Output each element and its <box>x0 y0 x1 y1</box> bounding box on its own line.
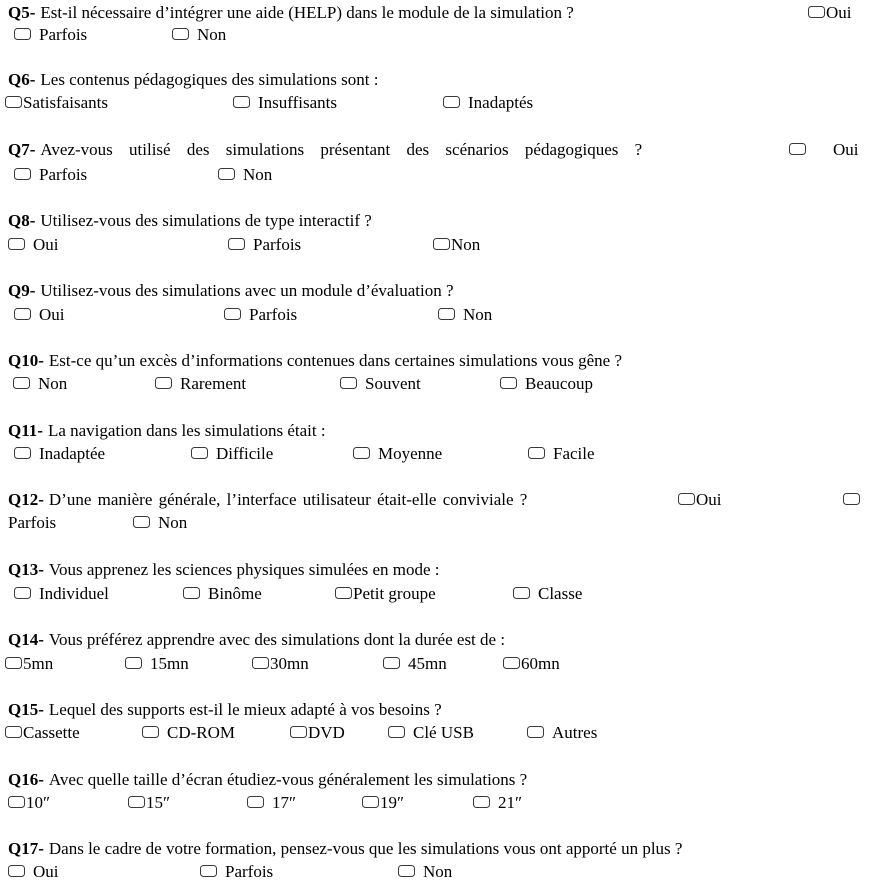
q5-option-parfois <box>14 25 87 45</box>
q6-satisfaisants-label: Satisfaisants <box>23 93 108 112</box>
q15-option-cassette <box>5 723 80 743</box>
q16-option-10 <box>8 793 50 813</box>
q13-classe-label: Classe <box>538 584 583 603</box>
q9-number: Q9- <box>8 281 36 300</box>
q16-15-checkbox[interactable] <box>128 796 145 808</box>
q14-60mn-label: 60mn <box>521 654 560 673</box>
q11-difficile-checkbox[interactable] <box>191 447 208 459</box>
q11-inadaptee-checkbox[interactable] <box>14 447 31 459</box>
q11-text: La navigation dans les simulations était : <box>47 421 326 440</box>
q16-option-17 <box>247 793 296 813</box>
q14-number: Q14- <box>8 630 44 649</box>
q14-option-5mn <box>5 654 53 674</box>
q16-17-checkbox[interactable] <box>247 796 264 808</box>
q10-rarement-label: Rarement <box>180 374 247 393</box>
q9-non-checkbox[interactable] <box>438 308 455 320</box>
q17-non-checkbox[interactable] <box>398 865 415 877</box>
q10-beaucoup-checkbox[interactable] <box>500 377 517 389</box>
q15-option-cle-usb <box>388 723 474 743</box>
q15-cle-usb-label: Clé USB <box>413 723 474 742</box>
q14-30mn-label: 30mn <box>270 654 309 673</box>
q15-text: Lequel des supports est-il le mieux adapté à vos besoins ? <box>48 700 442 719</box>
q5-option-non <box>172 25 226 45</box>
q17-options-row <box>0 862 870 884</box>
q13-option-individuel <box>14 584 109 604</box>
q11-facile-label: Facile <box>553 444 595 463</box>
q8-option-oui <box>8 235 59 255</box>
question-q13 <box>8 560 864 580</box>
q9-option-non <box>438 305 492 325</box>
q16-19-checkbox[interactable] <box>362 796 379 808</box>
q12-option-oui <box>678 490 722 510</box>
q16-options-row <box>0 793 870 815</box>
q10-non-checkbox[interactable] <box>13 377 30 389</box>
q7-option-non <box>218 165 272 185</box>
q12-parfois-label-wrap <box>8 513 56 533</box>
q12-option-non <box>133 513 187 533</box>
q12-oui-checkbox[interactable] <box>678 493 695 505</box>
q11-options-row <box>0 444 870 466</box>
q6-inadaptes-checkbox[interactable] <box>443 96 460 108</box>
q15-option-cdrom <box>142 723 235 743</box>
q15-cdrom-checkbox[interactable] <box>142 726 159 738</box>
q16-option-15 <box>128 793 170 813</box>
q12-oui-label: Oui <box>696 490 722 509</box>
q17-text: Dans le cadre de votre formation, pensez-vous que les simulations vous ont apporté un plus ? <box>48 839 683 858</box>
q14-option-30mn <box>252 654 309 674</box>
q7-option-parfois <box>14 165 87 185</box>
q15-number: Q15- <box>8 700 44 719</box>
q17-parfois-label: Parfois <box>225 862 274 881</box>
q5-non-checkbox[interactable] <box>172 28 189 40</box>
q9-option-parfois <box>224 305 297 325</box>
q11-moyenne-checkbox[interactable] <box>353 447 370 459</box>
q14-45mn-label: 45mn <box>408 654 447 673</box>
q11-option-inadaptee <box>14 444 105 464</box>
q16-option-21 <box>473 793 522 813</box>
question-q14 <box>8 630 864 650</box>
q13-text: Vous apprenez les sciences physiques simulées en mode : <box>48 560 440 579</box>
q5-oui-checkbox[interactable] <box>808 6 825 18</box>
q12-options-row <box>0 513 870 535</box>
q12-non-label: Non <box>158 513 188 532</box>
q5-parfois-label: Parfois <box>39 25 88 44</box>
q15-option-dvd <box>290 723 345 743</box>
q8-options-row <box>0 235 870 257</box>
q10-option-non <box>13 374 67 394</box>
q14-45mn-checkbox[interactable] <box>383 657 400 669</box>
q7-oui-checkbox[interactable] <box>789 143 806 155</box>
q8-option-non <box>433 235 480 255</box>
q5-text: Est-il nécessaire d’intégrer une aide (HELP) dans le module de la simulation ? <box>40 3 574 22</box>
question-q10 <box>8 351 864 371</box>
q6-option-satisfaisants <box>5 93 108 113</box>
question-q6 <box>8 70 864 90</box>
q8-non-checkbox[interactable] <box>433 238 450 250</box>
q13-classe-checkbox[interactable] <box>513 587 530 599</box>
q5-parfois-checkbox[interactable] <box>14 28 31 40</box>
q10-number: Q10- <box>8 351 44 370</box>
q14-text: Vous préférez apprendre avec des simulations dont la durée est de : <box>48 630 506 649</box>
q16-21-checkbox[interactable] <box>473 796 490 808</box>
question-q15 <box>8 700 864 720</box>
q9-parfois-label: Parfois <box>249 305 298 324</box>
q12-parfois-checkbox[interactable] <box>843 493 860 505</box>
q8-number: Q8- <box>8 211 36 230</box>
q15-cassette-label: Cassette <box>23 723 80 742</box>
question-q5 <box>8 3 864 23</box>
q10-souvent-checkbox[interactable] <box>340 377 357 389</box>
q13-option-binome <box>183 584 262 604</box>
question-q12 <box>8 490 864 510</box>
q16-10-label: 10″ <box>26 793 51 812</box>
q13-binome-checkbox[interactable] <box>183 587 200 599</box>
q15-dvd-label: DVD <box>308 723 345 742</box>
q13-option-classe <box>513 584 582 604</box>
q7-number: Q7- <box>8 140 36 159</box>
question-q11 <box>8 421 864 441</box>
q16-number: Q16- <box>8 770 44 789</box>
q14-15mn-label: 15mn <box>150 654 189 673</box>
q12-parfois-label: Parfois <box>8 513 57 532</box>
q15-cle-usb-checkbox[interactable] <box>388 726 405 738</box>
q7-oui-checkbox-wrap <box>789 140 814 160</box>
q5-non-label: Non <box>197 25 227 44</box>
q14-option-60mn <box>503 654 560 674</box>
q10-options-row <box>0 374 870 396</box>
q15-dvd-checkbox[interactable] <box>290 726 307 738</box>
q8-option-parfois <box>228 235 301 255</box>
q6-satisfaisants-checkbox[interactable] <box>5 96 22 108</box>
q17-option-oui <box>8 862 59 882</box>
q14-15mn-checkbox[interactable] <box>125 657 142 669</box>
question-q7 <box>8 140 864 160</box>
q7-non-label: Non <box>243 165 273 184</box>
q11-inadaptee-label: Inadaptée <box>39 444 106 463</box>
q12-non-checkbox[interactable] <box>133 516 150 528</box>
question-q9 <box>8 281 864 301</box>
q10-rarement-checkbox[interactable] <box>155 377 172 389</box>
question-q16 <box>8 770 864 790</box>
q6-insuffisants-label: Insuffisants <box>258 93 338 112</box>
q15-options-row <box>0 723 870 745</box>
q11-number: Q11- <box>8 421 43 440</box>
q10-text: Est-ce qu’un excès d’informations contenues dans certaines simulations vous gêne ? <box>48 351 623 370</box>
q9-options-row <box>0 305 870 327</box>
q6-number: Q6- <box>8 70 36 89</box>
q9-parfois-checkbox[interactable] <box>224 308 241 320</box>
q12-parfois-checkbox-wrap <box>843 490 861 510</box>
q14-option-15mn <box>125 654 189 674</box>
q8-parfois-label: Parfois <box>253 235 302 254</box>
q13-petit-groupe-label: Petit groupe <box>353 584 436 603</box>
q10-non-label: Non <box>38 374 68 393</box>
q17-option-non <box>398 862 452 882</box>
q6-options-row <box>0 93 870 115</box>
q16-10-checkbox[interactable] <box>8 796 25 808</box>
q12-number: Q12- <box>8 490 44 509</box>
q9-option-oui <box>14 305 65 325</box>
q15-cassette-checkbox[interactable] <box>5 726 22 738</box>
q7-oui-label: Oui <box>833 140 859 159</box>
q13-binome-label: Binôme <box>208 584 262 603</box>
q5-options-row <box>0 25 870 47</box>
q8-oui-checkbox[interactable] <box>8 238 25 250</box>
q11-option-facile <box>528 444 595 464</box>
q14-5mn-checkbox[interactable] <box>5 657 22 669</box>
q5-number: Q5- <box>8 3 36 22</box>
q6-text: Les contenus pédagogiques des simulations sont : <box>40 70 379 89</box>
q10-option-beaucoup <box>500 374 593 394</box>
q8-oui-label: Oui <box>33 235 59 254</box>
q13-number: Q13- <box>8 560 44 579</box>
q10-souvent-label: Souvent <box>365 374 421 393</box>
q17-number: Q17- <box>8 839 44 858</box>
question-q17 <box>8 839 864 859</box>
q6-option-insuffisants <box>233 93 337 113</box>
q8-text: Utilisez-vous des simulations de type interactif ? <box>40 211 372 230</box>
q13-individuel-label: Individuel <box>39 584 109 603</box>
q12-text: D’une manière générale, l’interface utilisateur était-elle conviviale ? <box>48 490 528 509</box>
q8-parfois-checkbox[interactable] <box>228 238 245 250</box>
q16-21-label: 21″ <box>498 793 523 812</box>
q17-option-parfois <box>200 862 273 882</box>
q11-moyenne-label: Moyenne <box>378 444 443 463</box>
q7-oui-label-wrap <box>833 140 859 160</box>
q8-non-label: Non <box>451 235 481 254</box>
q10-option-rarement <box>155 374 246 394</box>
q10-option-souvent <box>340 374 421 394</box>
q16-option-19 <box>362 793 404 813</box>
q14-30mn-checkbox[interactable] <box>252 657 269 669</box>
q17-oui-checkbox[interactable] <box>8 865 25 877</box>
q7-non-checkbox[interactable] <box>218 168 235 180</box>
q13-option-petit-groupe <box>335 584 436 604</box>
q11-option-moyenne <box>353 444 442 464</box>
q11-option-difficile <box>191 444 273 464</box>
question-q8 <box>8 211 864 231</box>
q9-oui-checkbox[interactable] <box>14 308 31 320</box>
q7-options-row <box>0 165 870 187</box>
q6-option-inadaptes <box>443 93 533 113</box>
q17-non-label: Non <box>423 862 453 881</box>
q14-5mn-label: 5mn <box>23 654 54 673</box>
q16-17-label: 17″ <box>272 793 297 812</box>
q9-oui-label: Oui <box>39 305 65 324</box>
q5-option-oui <box>808 3 852 23</box>
q9-non-label: Non <box>463 305 493 324</box>
q7-parfois-checkbox[interactable] <box>14 168 31 180</box>
q15-autres-checkbox[interactable] <box>527 726 544 738</box>
q6-insuffisants-checkbox[interactable] <box>233 96 250 108</box>
q13-petit-groupe-checkbox[interactable] <box>335 587 352 599</box>
q17-parfois-checkbox[interactable] <box>200 865 217 877</box>
q10-beaucoup-label: Beaucoup <box>525 374 593 393</box>
q14-60mn-checkbox[interactable] <box>503 657 520 669</box>
q15-autres-label: Autres <box>552 723 598 742</box>
q16-19-label: 19″ <box>380 793 405 812</box>
q6-inadaptes-label: Inadaptés <box>468 93 534 112</box>
q16-text: Avec quelle taille d’écran étudiez-vous généralement les simulations ? <box>48 770 528 789</box>
q17-oui-label: Oui <box>33 862 59 881</box>
q11-facile-checkbox[interactable] <box>528 447 545 459</box>
q13-individuel-checkbox[interactable] <box>14 587 31 599</box>
q9-text: Utilisez-vous des simulations avec un module d’évaluation ? <box>40 281 454 300</box>
q5-oui-label: Oui <box>826 3 852 22</box>
q15-option-autres <box>527 723 597 743</box>
q14-option-45mn <box>383 654 447 674</box>
q16-15-label: 15″ <box>146 793 171 812</box>
q14-options-row <box>0 654 870 676</box>
q7-text: Avez-vous utilisé des simulations présentant des scénarios pédagogiques ? <box>40 140 643 159</box>
q7-parfois-label: Parfois <box>39 165 88 184</box>
q15-cdrom-label: CD-ROM <box>167 723 236 742</box>
q13-options-row <box>0 584 870 606</box>
q11-difficile-label: Difficile <box>216 444 274 463</box>
